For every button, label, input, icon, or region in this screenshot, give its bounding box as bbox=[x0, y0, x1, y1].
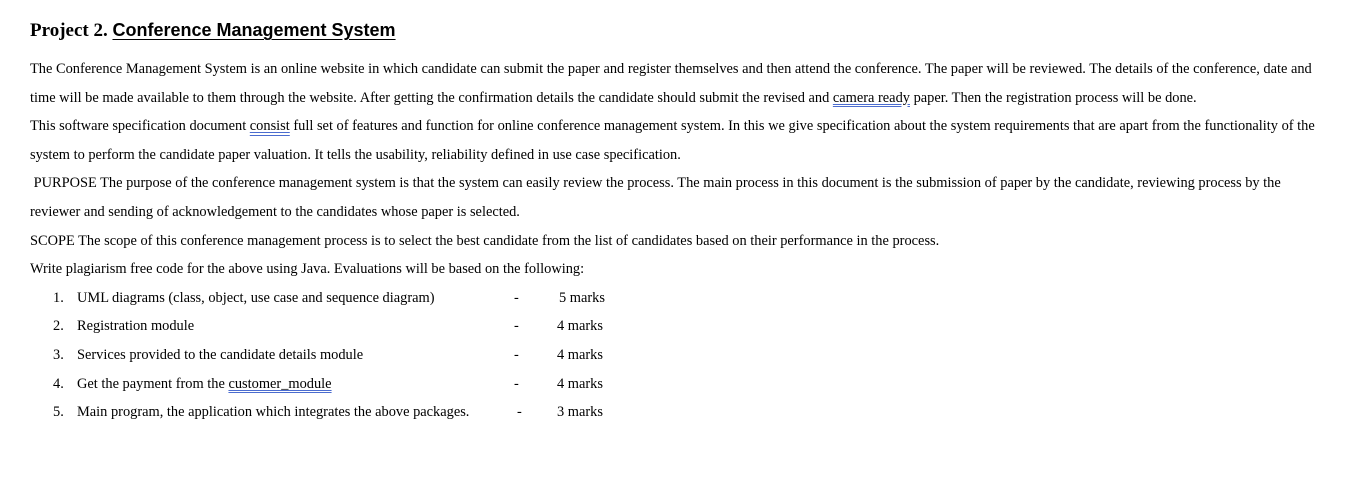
intro-paragraph bbox=[30, 55, 1321, 112]
spec-text-start: This software specification document bbox=[30, 118, 250, 135]
item-number: 4. bbox=[53, 375, 64, 392]
evaluation-item bbox=[30, 398, 1321, 427]
item-text: Services provided to the candidate details module bbox=[77, 346, 364, 363]
item-marks: 4 marks bbox=[557, 318, 603, 335]
project-title bbox=[30, 18, 1321, 43]
project-name: Conference Management System bbox=[112, 20, 396, 40]
item-text-start: Get the payment from the bbox=[77, 375, 229, 392]
purpose-paragraph: PURPOSE The purpose of the conference management system is that the system can easily review the process. The main process in this document is the submission of paper by the candidate, reviewing process by the reviewer and sending of acknowledgement to the candidates whose paper is selected. bbox=[30, 175, 1285, 220]
project-number: Project 2. bbox=[30, 20, 113, 41]
spellcheck-flag-consist: consist bbox=[249, 118, 290, 135]
evaluation-item bbox=[30, 312, 1321, 341]
item-marks: 4 marks bbox=[557, 346, 603, 363]
item-separator: - bbox=[514, 346, 519, 363]
item-marks: 5 marks bbox=[559, 289, 605, 306]
evaluation-item bbox=[30, 370, 1321, 399]
specification-paragraph bbox=[30, 112, 1321, 169]
item-text: Registration module bbox=[77, 318, 195, 335]
item-separator: - bbox=[514, 375, 519, 392]
item-text bbox=[77, 370, 332, 399]
item-number: 5. bbox=[53, 404, 64, 421]
item-text: Main program, the application which integrates the above packages. bbox=[77, 404, 470, 421]
scope-paragraph: SCOPE The scope of this conference management process is to select the best candidate from the list of candidates based on their performance in the process. bbox=[30, 232, 940, 249]
item-text: UML diagrams (class, object, use case and sequence diagram) bbox=[77, 289, 435, 306]
item-separator: - bbox=[514, 318, 519, 335]
intro-text-end: paper. Then the registration process will be done. bbox=[909, 89, 1197, 106]
item-separator: - bbox=[517, 404, 522, 421]
item-separator: - bbox=[514, 289, 519, 306]
evaluation-list bbox=[30, 284, 1321, 427]
item-marks: 4 marks bbox=[557, 375, 603, 392]
document-body bbox=[30, 55, 1321, 427]
spec-text-end: full set of features and function for online conference management system. In this we give specification about the system requirements that are apart from the functionality of the system to perform the candidate paper valuation. It tells the usability, reliability defined in use case specification. bbox=[30, 118, 1315, 163]
intro-text-start: The Conference Management System is an online website in which candidate can submit the paper and register themselves and then attend the conference. The paper will be reviewed. The details of the conference, date and time will be made available to them through the website. After getting the confirmation details the candidate should submit the revised and bbox=[30, 61, 1312, 106]
item-number: 1. bbox=[53, 289, 64, 306]
evaluation-item bbox=[30, 341, 1321, 370]
spellcheck-flag-camera-ready: camera ready bbox=[832, 89, 910, 106]
item-number: 3. bbox=[53, 346, 64, 363]
item-number: 2. bbox=[53, 318, 64, 335]
evaluation-item bbox=[30, 284, 1321, 313]
spellcheck-flag-customer-module: customer_module bbox=[228, 375, 332, 392]
instructions-paragraph: Write plagiarism free code for the above using Java. Evaluations will be based on the following: bbox=[30, 261, 585, 278]
item-marks: 3 marks bbox=[557, 404, 603, 421]
